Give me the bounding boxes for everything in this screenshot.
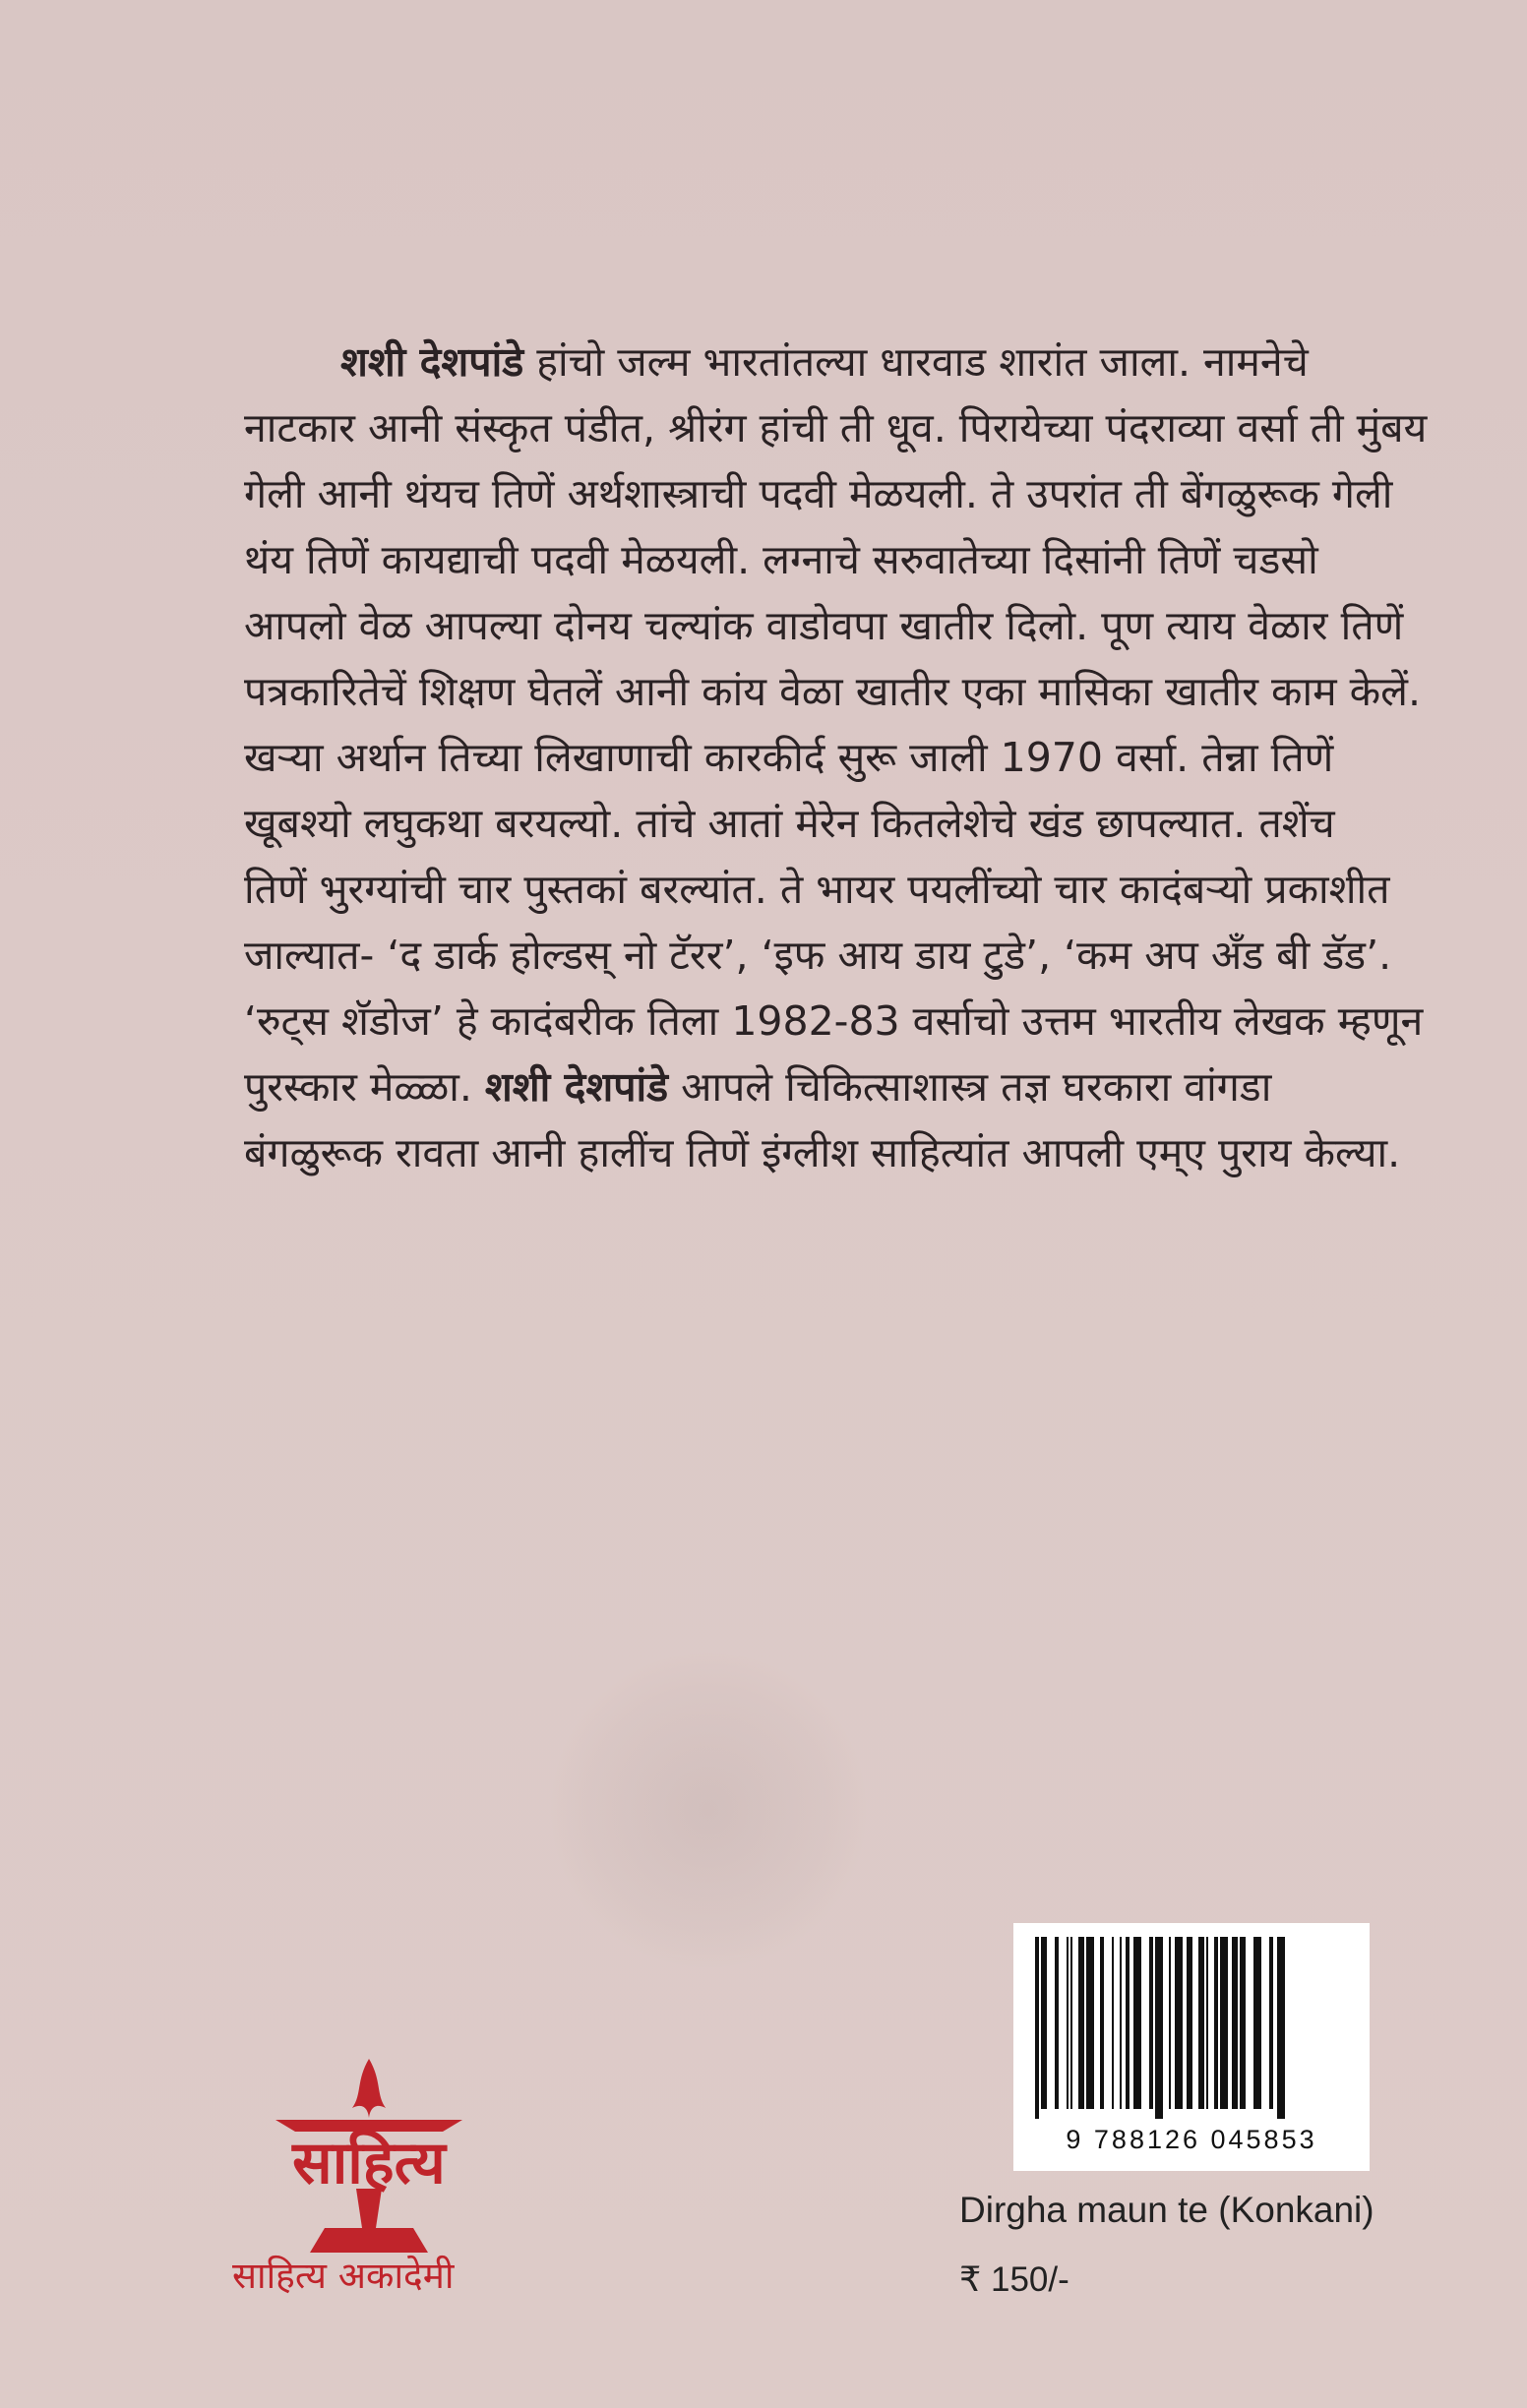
barcode-bar	[1240, 1937, 1246, 2109]
barcode-bar	[1214, 1937, 1218, 2109]
sahitya-akademi-logo	[246, 2051, 492, 2267]
barcode-digits: 9 788126 045853	[1066, 2125, 1317, 2154]
bio-line: थंय तिणें कायद्याची पदवी मेळयली. लग्नाचे सरुवातेच्या दिसांनी तिणें चडसो	[244, 536, 1318, 583]
barcode-bar	[1169, 1937, 1171, 2109]
barcode-bar	[1120, 1937, 1122, 2109]
bio-line: खऱ्या अर्थान तिच्या लिखाणाची कारकीर्द सुरू जाली 1970 वर्सा. तेन्ना तिणें	[244, 734, 1334, 781]
author-name: शशी देशपांडे	[340, 338, 524, 386]
barcode-bar	[1149, 1937, 1153, 2109]
publisher-name: साहित्य अकादेमी	[232, 2255, 455, 2297]
barcode-bar	[1277, 1937, 1285, 2119]
logo-wordmark: साहित्य	[292, 2129, 446, 2197]
barcode-bars	[1031, 1937, 1352, 2119]
book-price: ₹ 150/-	[959, 2260, 1069, 2299]
bio-line: पत्रकारितेचें शिक्षण घेतलें आनी कांय वेळा खातीर एका मासिका खातीर काम केलें.	[244, 668, 1421, 715]
barcode-bar	[1100, 1937, 1104, 2109]
barcode-bar	[1232, 1937, 1238, 2109]
barcode-bar	[1126, 1937, 1130, 2109]
barcode-bar	[1041, 1937, 1047, 2109]
bio-line: तिणें भुरग्यांची चार पुस्तकां बरल्यांत. ते भायर पयलींच्यो चार कादंबऱ्यो प्रकाशीत	[244, 866, 1390, 913]
bio-line: पुरस्कार मेळ्ळा. शशी देशपांडे आपले चिकित्साशास्त्र तज्ञ घरकारा वांगडा	[244, 1063, 1272, 1111]
barcode-bar	[1253, 1937, 1261, 2109]
barcode-bar	[1070, 1937, 1072, 2109]
barcode-bar	[1175, 1937, 1183, 2109]
bio-line: आपलो वेळ आपल्या दोनय चल्यांक वाडोवपा खातीर दिलो. पूण त्याय वेळार तिणें	[244, 602, 1404, 649]
barcode-bar	[1133, 1937, 1141, 2109]
bio-line: ‘रुट्स शॅडोज’ हे कादंबरीक तिला 1982-83 वर्साचो उत्तम भारतीय लेखक म्हणून	[244, 997, 1424, 1045]
author-bio	[244, 330, 1444, 1186]
barcode-bar	[1112, 1937, 1114, 2109]
barcode-bar	[1055, 1937, 1059, 2109]
barcode-bar	[1198, 1937, 1204, 2109]
bio-line: जाल्यात- ‘द डार्क होल्डस् नो टॅरर’, ‘इफ आय डाय टुडे’, ‘कम अप अँड बी डॅड’.	[244, 932, 1392, 979]
paper-stain	[551, 1653, 866, 1967]
barcode-bar	[1187, 1937, 1192, 2109]
barcode-bar	[1269, 1937, 1273, 2109]
bio-line: शशी देशपांडे हांचो जल्म भारतांतल्या धारवाड शारांत जाला. नामनेचे	[340, 338, 1309, 386]
bio-line: खूबश्यो लघुकथा बरयल्यो. तांचे आतां मेरेन कितलेशेचे खंड छापल्यात. तशेंच	[244, 800, 1335, 847]
barcode-bar	[1035, 1937, 1039, 2119]
bio-line: बंगळुरूक रावता आनी हालींच तिणें इंग्लीश साहित्यांत आपली एम्‌ए पुराय केल्या.	[244, 1129, 1401, 1176]
bio-line: गेली आनी थंयच तिणें अर्थशास्त्राची पदवी मेळयली. ते उपरांत ती बेंगळुरूक गेली	[244, 470, 1393, 517]
isbn-barcode	[1013, 1923, 1370, 2171]
barcode-bar	[1220, 1937, 1228, 2109]
barcode-bar	[1086, 1937, 1094, 2109]
barcode-bar	[1067, 1937, 1069, 2109]
barcode-bar	[1078, 1937, 1084, 2109]
bio-line: नाटकार आनी संस्कृत पंडीत, श्रीरंग हांची ती धूव. पिरायेच्या पंदराव्या वर्सा ती मुंबय	[244, 404, 1428, 452]
book-title: Dirgha maun te (Konkani)	[959, 2190, 1374, 2230]
author-name: शशी देशपांडे	[484, 1063, 669, 1111]
barcode-bar	[1206, 1937, 1208, 2109]
barcode-bar	[1155, 1937, 1163, 2119]
